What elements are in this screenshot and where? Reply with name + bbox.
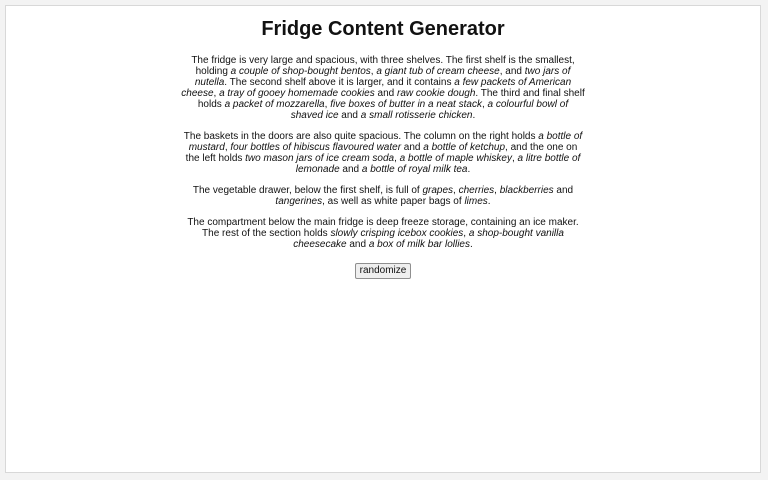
paragraph-text: and	[553, 185, 574, 196]
fridge-item: a colourful bowl of shaved ice	[290, 99, 569, 121]
page-canvas	[5, 5, 761, 473]
fridge-item: a packet of mozzarella	[224, 99, 325, 110]
paragraph-text: The baskets in the doors are also quite spacious. The column on the right holds	[183, 131, 539, 142]
fridge-item: blackberries	[499, 185, 554, 196]
paragraph-text: ,	[224, 142, 231, 153]
fridge-item: a tray of gooey homemade cookies	[219, 88, 375, 99]
fridge-item: limes	[464, 196, 488, 207]
paragraph-text: The compartment below the main fridge is deep freeze storage, containing an ice maker. The rest of the section holds	[187, 217, 579, 239]
paragraph-text: , and	[499, 66, 525, 77]
paragraph-text: ,	[453, 185, 459, 196]
fridge-item: raw cookie dough	[397, 88, 476, 99]
fridge-item: tangerines	[275, 196, 323, 207]
generator-content	[181, 18, 585, 279]
paragraph-text: .	[487, 196, 491, 207]
fridge-item: slowly crisping icebox cookies	[330, 228, 464, 239]
paragraph-text: ,	[511, 153, 518, 164]
fridge-item: grapes	[422, 185, 454, 196]
paragraph-text: ,	[324, 99, 331, 110]
paragraph-text: The fridge is very large and spacious, with three shelves. The first shelf is the smallest, holding	[191, 55, 575, 77]
randomize-button[interactable]: randomize	[355, 263, 412, 279]
shelves-paragraph	[181, 55, 585, 121]
fridge-item: a litre bottle of lemonade	[295, 153, 581, 175]
fridge-item: a giant tub of cream cheese	[376, 66, 500, 77]
paragraph-text: . The second shelf above it is larger, and it contains	[224, 77, 455, 88]
vegetable-drawer-paragraph	[181, 185, 585, 207]
paragraph-text: . The third and final shelf holds	[197, 88, 585, 110]
fridge-item: four bottles of hibiscus flavoured water	[230, 142, 402, 153]
paragraph-text: and	[338, 110, 361, 121]
fridge-item: a small rotisserie chicken	[360, 110, 473, 121]
fridge-item: five boxes of butter in a neat stack	[330, 99, 482, 110]
paragraph-text: , and the one on the left holds	[185, 142, 578, 164]
paragraph-text: The vegetable drawer, below the first shelf, is full of	[192, 185, 423, 196]
paragraph-text: and	[339, 164, 362, 175]
paragraph-text: ,	[394, 153, 400, 164]
fridge-item: a shop-bought vanilla cheesecake	[293, 228, 564, 250]
page-title: Fridge Content Generator	[261, 18, 505, 40]
fridge-item: a few packets of American cheese	[181, 77, 572, 99]
paragraph-text: ,	[213, 88, 220, 99]
paragraph-text: ,	[494, 185, 500, 196]
fridge-item: a couple of shop-bought bentos	[230, 66, 371, 77]
fridge-item: two mason jars of ice cream soda	[245, 153, 395, 164]
door-baskets-paragraph	[181, 131, 585, 175]
paragraph-text: and	[401, 142, 424, 153]
fridge-item: cherries	[458, 185, 495, 196]
paragraph-text: .	[470, 239, 473, 250]
fridge-item: a bottle of mustard	[188, 131, 583, 153]
paragraph-text: ,	[481, 99, 488, 110]
freezer-paragraph	[181, 217, 585, 250]
paragraph-text: .	[467, 164, 471, 175]
fridge-item: a box of milk bar lollies	[368, 239, 470, 250]
fridge-item: two jars of nutella	[194, 66, 571, 88]
paragraph-text: .	[472, 110, 476, 121]
paragraph-text: and	[374, 88, 397, 99]
fridge-item: a bottle of royal milk tea	[361, 164, 468, 175]
paragraph-text: ,	[463, 228, 469, 239]
fridge-item: a bottle of maple whiskey	[399, 153, 512, 164]
paragraph-text: , as well as white paper bags of	[322, 196, 465, 207]
paragraph-text: and	[346, 239, 369, 250]
fridge-item: a bottle of ketchup	[423, 142, 506, 153]
paragraph-text: ,	[370, 66, 377, 77]
